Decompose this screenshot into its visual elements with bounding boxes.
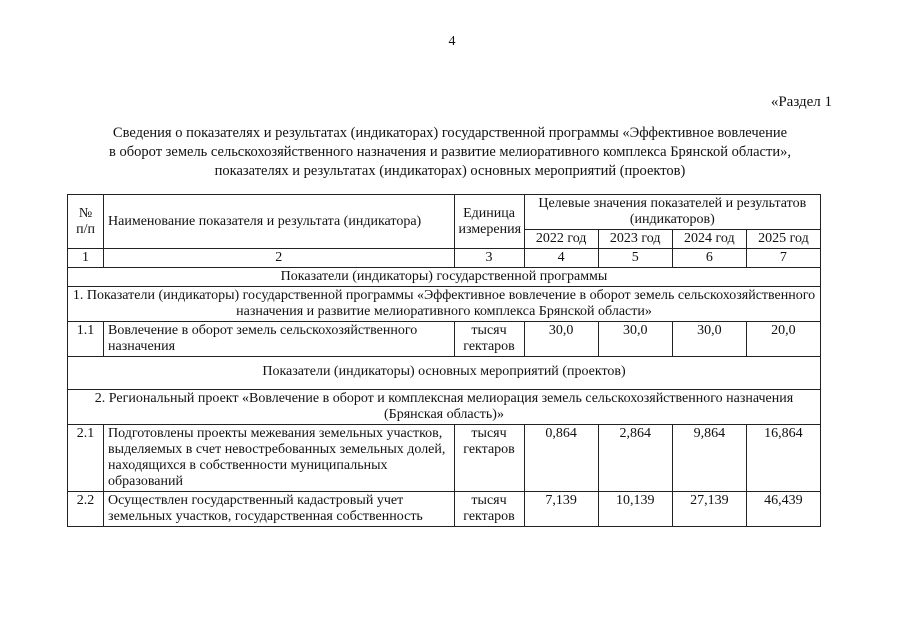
column-number: 7	[746, 249, 820, 268]
row-value: 27,139	[672, 492, 746, 527]
column-numbers-row	[68, 249, 821, 268]
section-heading-row	[68, 268, 821, 287]
row-value: 10,139	[598, 492, 672, 527]
subsection-heading-row	[68, 287, 821, 322]
header-targets: Целевые значения показателей и результатов (индикаторов)	[524, 195, 820, 230]
table-row	[68, 322, 821, 357]
page-number: 4	[448, 34, 456, 49]
row-name: Подготовлены проекты межевания земельных участков, выделяемых в счет невостребованных земельных долей, находящихся в собственности муниципальных образований	[104, 425, 454, 492]
header-year: 2023 год	[598, 230, 672, 249]
row-num: 2.1	[68, 425, 104, 492]
row-name: Осуществлен государственный кадастровый учет земельных участков, государственная собственность	[104, 492, 454, 527]
header-unit: Единица измерения	[454, 195, 524, 249]
header-num: № п/п	[68, 195, 104, 249]
section-heading: Показатели (индикаторы) основных мероприятий (проектов)	[68, 357, 821, 390]
section-heading-row	[68, 357, 821, 390]
row-value: 9,864	[672, 425, 746, 492]
header-year: 2025 год	[746, 230, 820, 249]
table-row	[68, 425, 821, 492]
column-number: 3	[454, 249, 524, 268]
document-title	[60, 124, 840, 181]
subsection-heading: 1. Показатели (индикаторы) государственной программы «Эффективное вовлечение в оборот земель сельскохозяйственного назначения и развитие мелиоративного комплекса Брянской области»	[68, 287, 821, 322]
row-value: 30,0	[672, 322, 746, 357]
indicators-table	[67, 194, 821, 527]
row-value: 30,0	[524, 322, 598, 357]
row-value: 20,0	[746, 322, 820, 357]
title-line: показателях и результатах (индикаторах) основных мероприятий (проектов)	[214, 163, 686, 179]
subsection-heading-row	[68, 390, 821, 425]
section-heading: Показатели (индикаторы) государственной программы	[68, 268, 821, 287]
row-unit: тысяч гектаров	[454, 322, 524, 357]
column-number: 4	[524, 249, 598, 268]
header-year: 2022 год	[524, 230, 598, 249]
row-value: 7,139	[524, 492, 598, 527]
header-year: 2024 год	[672, 230, 746, 249]
title-line: в оборот земель сельскохозяйственного назначения и развитие мелиоративного комплекса Брянской области»,	[109, 144, 791, 160]
row-num: 1.1	[68, 322, 104, 357]
table-row	[68, 492, 821, 527]
subsection-heading: 2. Региональный проект «Вовлечение в оборот и комплексная мелиорация земель сельскохозяйственного назначения (Брянская область)»	[68, 390, 821, 425]
row-name: Вовлечение в оборот земель сельскохозяйственного назначения	[104, 322, 454, 357]
section-label: «Раздел 1	[770, 94, 832, 110]
row-value: 0,864	[524, 425, 598, 492]
table-header-row	[68, 195, 821, 230]
row-unit: тысяч гектаров	[454, 492, 524, 527]
row-value: 16,864	[746, 425, 820, 492]
column-number: 5	[598, 249, 672, 268]
row-value: 2,864	[598, 425, 672, 492]
header-name: Наименование показателя и результата (индикатора)	[104, 195, 454, 249]
row-num: 2.2	[68, 492, 104, 527]
column-number: 1	[68, 249, 104, 268]
row-unit: тысяч гектаров	[454, 425, 524, 492]
column-number: 2	[104, 249, 454, 268]
title-line: Сведения о показателях и результатах (индикаторах) государственной программы «Эффективное вовлечение	[112, 125, 788, 141]
row-value: 46,439	[746, 492, 820, 527]
column-number: 6	[672, 249, 746, 268]
row-value: 30,0	[598, 322, 672, 357]
